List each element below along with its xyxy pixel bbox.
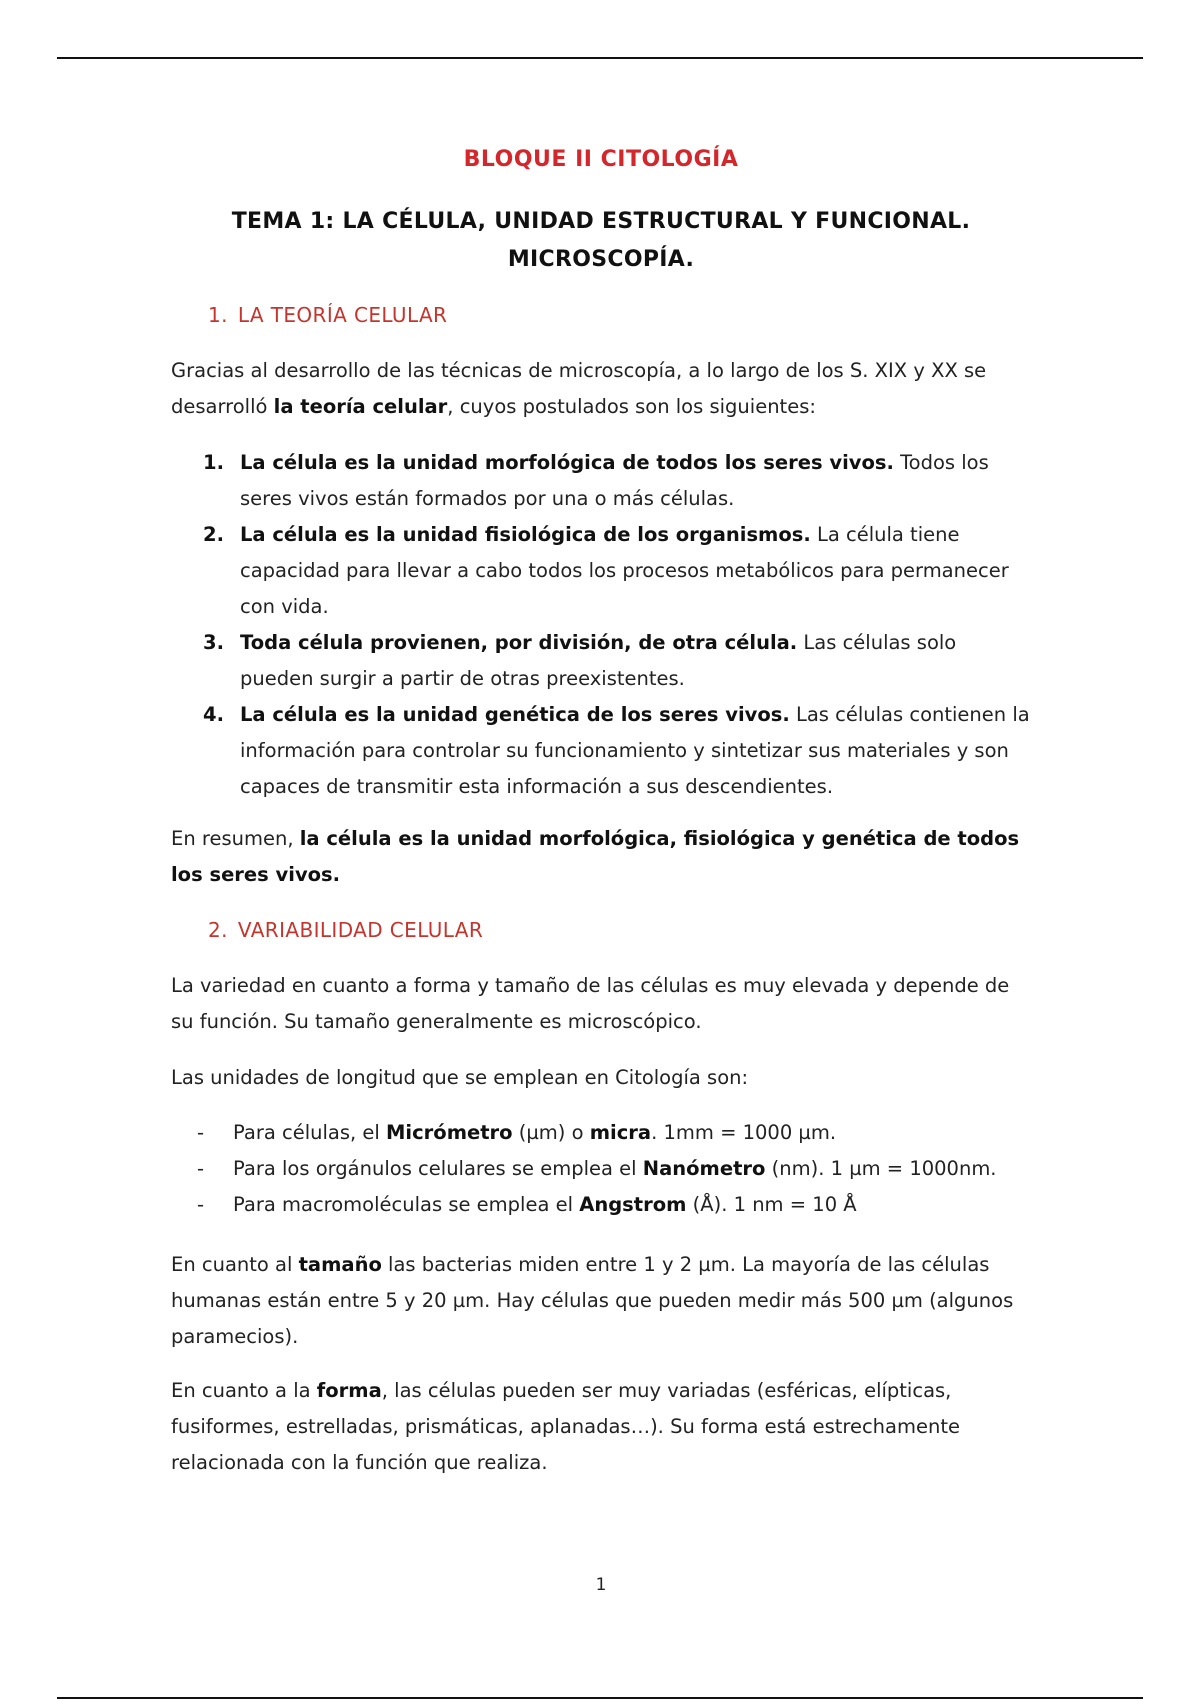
shape-text-b: , las células pueden ser muy variadas (esféricas, elípticas, fusiformes, estrelladas, prismáticas, aplanadas…). Su forma está estrechamente relacionada con la función que realiza. — [171, 1379, 960, 1474]
postulate-bold: La célula es la unidad fisiológica de los organismos. — [240, 523, 811, 546]
postulate-text: Las células solo pueden surgir a partir de otras preexistentes. — [240, 631, 957, 690]
tema-title-line-2: MICROSCOPÍA. — [507, 247, 695, 272]
top-rule — [57, 57, 1143, 59]
section-2-title: VARIABILIDAD CELULAR — [237, 918, 484, 942]
tema-title-line-1: TEMA 1: LA CÉLULA, UNIDAD ESTRUCTURAL Y FUNCIONAL. — [231, 209, 971, 234]
postulate-number: 1. — [203, 451, 224, 474]
postulate-number: 4. — [203, 703, 224, 726]
postulate-text: Todos los seres vivos están formados por una o más células. — [240, 451, 989, 510]
summary-bold: la célula es la unidad morfológica, fisiológica y genética de todos los seres vivos. — [171, 827, 1020, 886]
intro-bold: la teoría celular — [273, 395, 448, 418]
section-2-para-1: La variedad en cuanto a forma y tamaño de las células es muy elevada y depende de su función. Su tamaño generalmente es microscópico. — [171, 974, 1010, 1033]
postulates-list — [171, 445, 1031, 805]
dash-bullet: - — [197, 1157, 205, 1180]
size-text-a: En cuanto al — [171, 1253, 299, 1276]
unit-text-b: (µm) o — [512, 1121, 590, 1144]
postulate-item — [171, 625, 1031, 697]
unit-text-b: (Å). 1 nm = 10 Å — [686, 1193, 857, 1216]
size-paragraph — [171, 1247, 1031, 1355]
unit-item — [171, 1151, 1031, 1187]
dash-bullet: - — [197, 1121, 205, 1144]
bottom-rule — [57, 1697, 1143, 1699]
unit-text-a: Para células, el — [233, 1121, 387, 1144]
shape-bold: forma — [316, 1379, 382, 1402]
unit-bold-1: Micrómetro — [386, 1121, 513, 1144]
postulate-item — [171, 697, 1031, 805]
postulate-bold: La célula es la unidad genética de los seres vivos. — [240, 703, 790, 726]
summary-text: En resumen, — [171, 827, 300, 850]
size-bold: tamaño — [298, 1253, 382, 1276]
postulate-text: La célula tiene capacidad para llevar a cabo todos los procesos metabólicos para permanecer con vida. — [240, 523, 1009, 618]
postulate-text: Las células contienen la información para controlar su funcionamiento y sintetizar sus materiales y son capaces de transmitir esta información a sus descendientes. — [240, 703, 1030, 798]
intro-text-a: Gracias al desarrollo de las técnicas de microscopía, a lo largo de los S. XIX y XX se desarrolló — [171, 359, 987, 418]
section-1-title: LA TEORÍA CELULAR — [237, 303, 448, 327]
intro-text-b: , cuyos postulados son los siguientes: — [447, 395, 816, 418]
unit-bold-2: micra — [589, 1121, 652, 1144]
section-1-number: 1. — [208, 303, 228, 327]
unit-bold-1: Angstrom — [579, 1193, 687, 1216]
unit-item — [171, 1115, 1031, 1151]
postulate-number: 3. — [203, 631, 224, 654]
section-2-number: 2. — [208, 918, 228, 942]
size-text-b: las bacterias miden entre 1 y 2 µm. La mayoría de las células humanas están entre 5 y 20 µm. Hay células que pueden medir más 500 µm (algunos paramecios). — [171, 1253, 1014, 1348]
unit-text-a: Para macromoléculas se emplea el — [233, 1193, 580, 1216]
tema-title — [141, 203, 1061, 279]
block-title: BLOQUE II CITOLOGÍA — [463, 147, 739, 172]
section-1-heading — [208, 303, 447, 327]
section-2-para-2: Las unidades de longitud que se emplean en Citología son: — [171, 1066, 749, 1089]
unit-text-a: Para los orgánulos celulares se emplea el — [233, 1157, 643, 1180]
unit-text-c: . 1mm = 1000 µm. — [651, 1121, 837, 1144]
postulate-item — [171, 517, 1031, 625]
postulate-number: 2. — [203, 523, 224, 546]
section-1-summary — [171, 821, 1031, 893]
unit-bold-1: Nanómetro — [642, 1157, 766, 1180]
unit-item — [171, 1187, 1031, 1223]
shape-text-a: En cuanto a la — [171, 1379, 317, 1402]
postulate-bold: Toda célula provienen, por división, de otra célula. — [240, 631, 798, 654]
shape-paragraph — [171, 1373, 1031, 1481]
unit-text-b: (nm). 1 µm = 1000nm. — [765, 1157, 997, 1180]
section-1-intro — [171, 353, 1031, 425]
dash-bullet: - — [197, 1193, 205, 1216]
units-list — [171, 1115, 1031, 1223]
section-2-heading — [208, 918, 483, 942]
postulate-bold: La célula es la unidad morfológica de todos los seres vivos. — [240, 451, 894, 474]
postulate-item — [171, 445, 1031, 517]
page-number: 1 — [595, 1575, 607, 1595]
